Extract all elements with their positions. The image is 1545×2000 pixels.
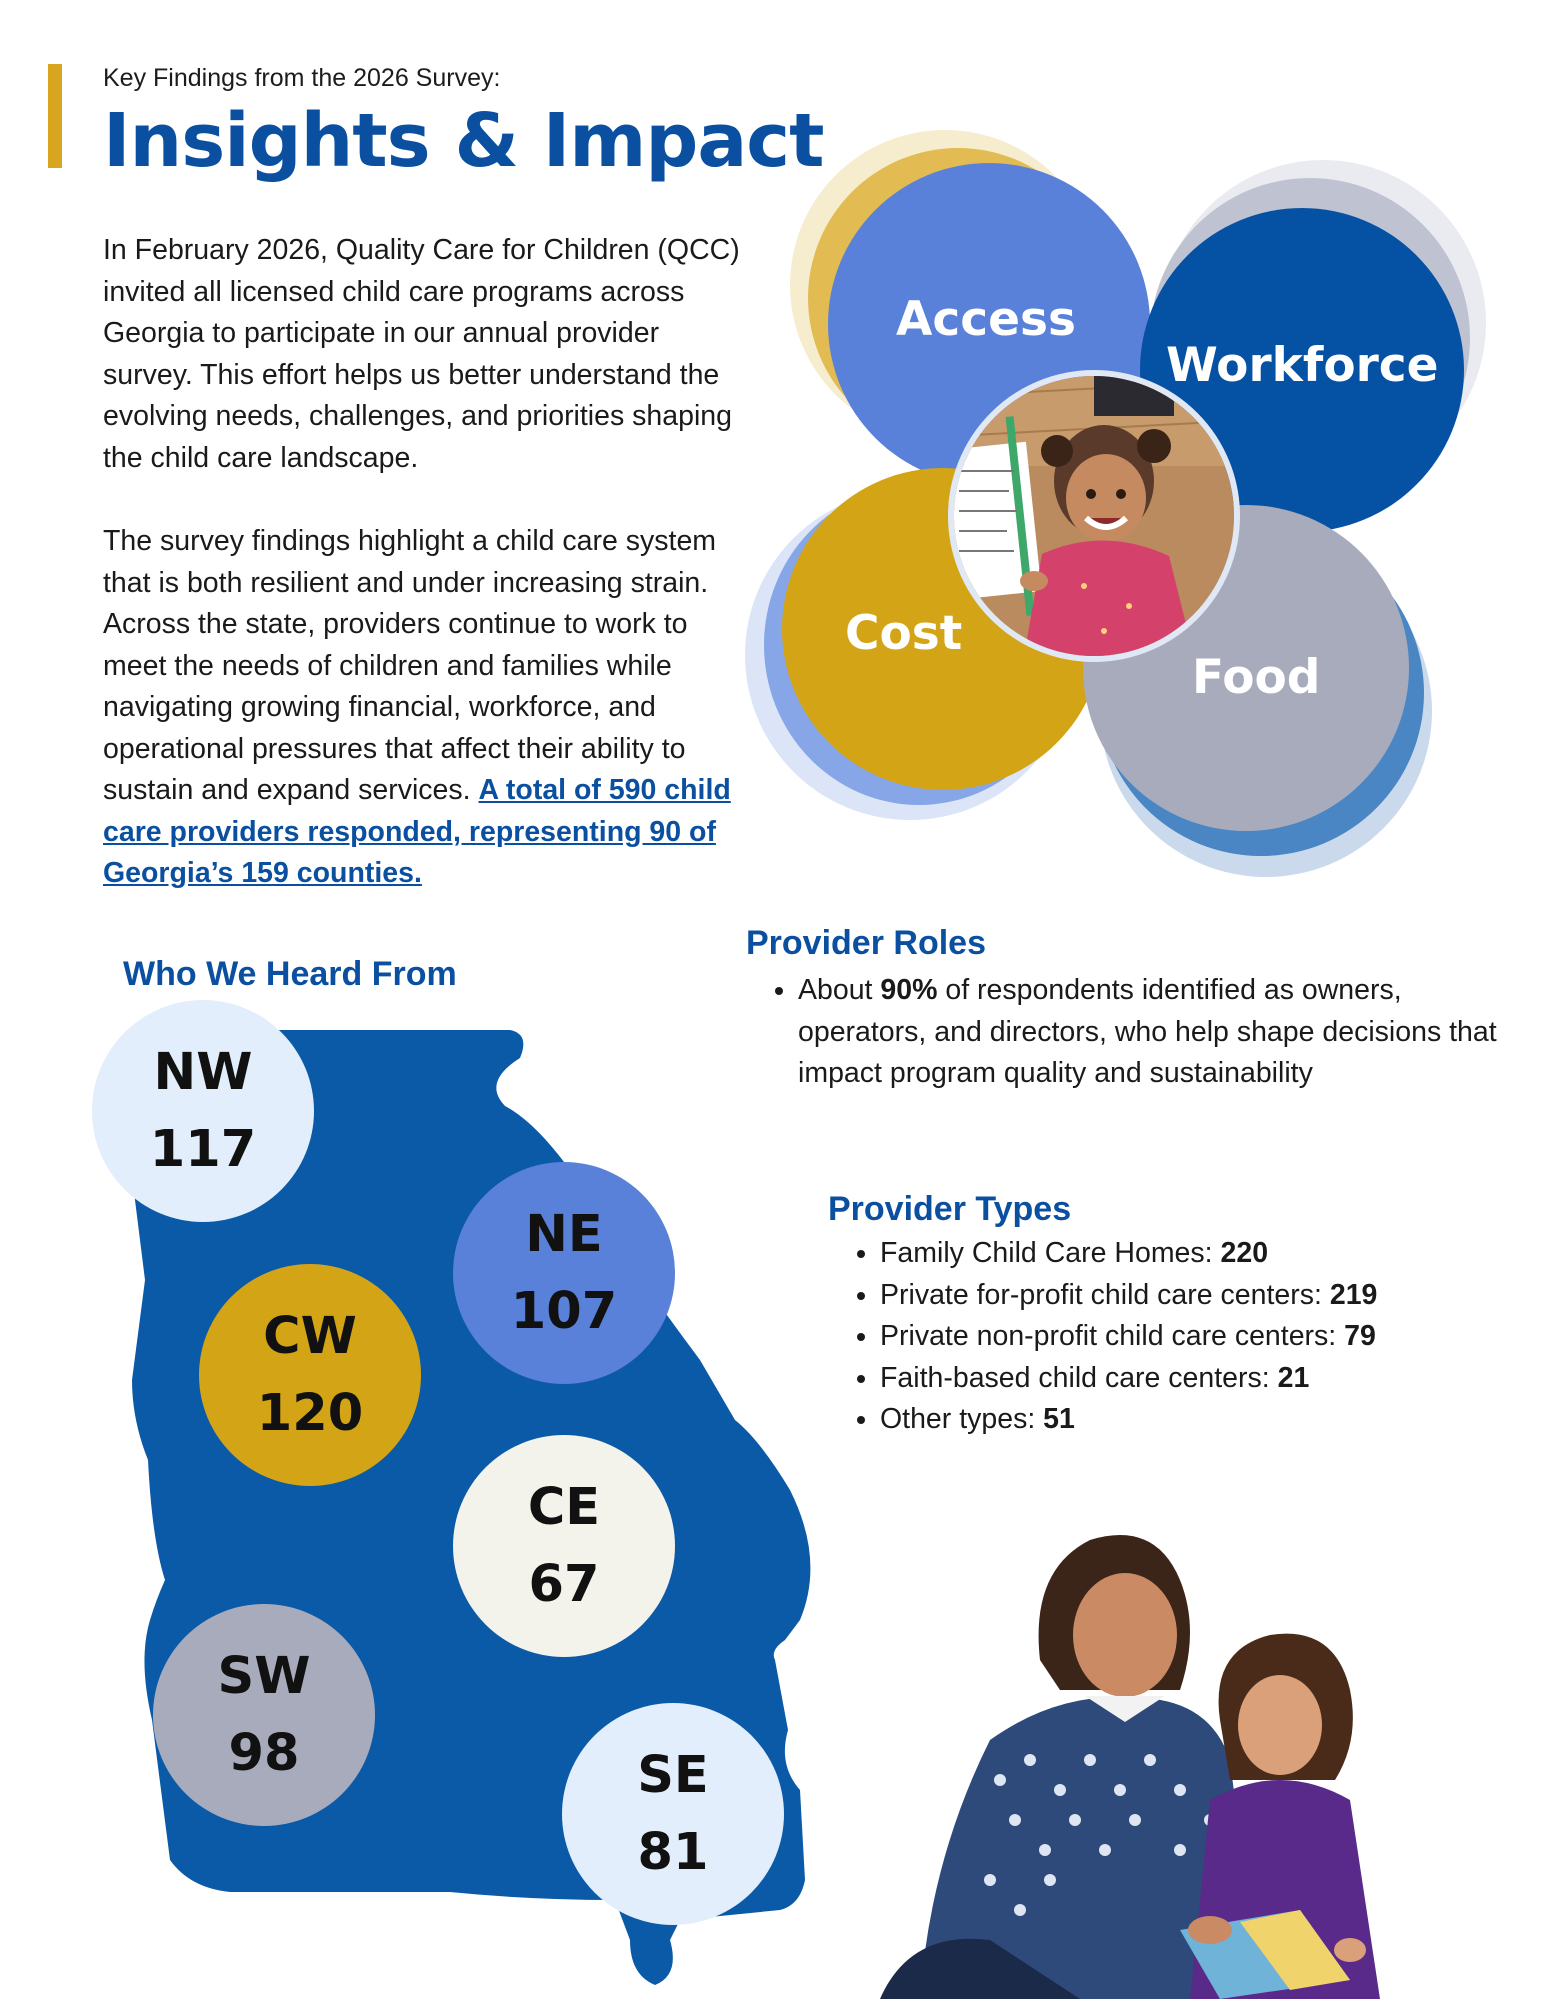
provider-roles-list <box>746 970 1508 1095</box>
region-ce <box>453 1435 675 1657</box>
provider-types-heading: Provider Types <box>828 1190 1072 1228</box>
access-label: Access <box>896 292 1076 347</box>
accent-bar <box>48 64 62 168</box>
provider-type-label: Family Child Care Homes: <box>880 1237 1221 1269</box>
intro-paragraph-2-text: The survey findings highlight a child care system that is both resilient and under increasing strain. Across the state, providers continue to work to meet the needs of children and families while navigating growing financial, workforce, and operational pressures that affect their ability to sustain and expand services. <box>103 525 717 806</box>
provider-types-list <box>828 1233 1545 1441</box>
roles-post: of respondents identified as owners, operators, and directors, who help shape decisions that impact program quality and sustainability <box>798 974 1497 1089</box>
region-sw-count: 98 <box>228 1724 300 1783</box>
provider-type-label: Other types: <box>880 1403 1044 1435</box>
responses-link[interactable]: A total of 590 child care providers responded, representing 90 of Georgia’s 159 counties. <box>103 774 731 889</box>
provider-type-value: 220 <box>1220 1237 1269 1269</box>
food-label: Food <box>1192 650 1321 705</box>
teacher-child-reading-photo <box>880 1460 1480 1999</box>
region-cw <box>199 1264 421 1486</box>
page-title: Insights & Impact <box>103 98 824 184</box>
provider-type-value: 79 <box>1344 1320 1376 1352</box>
region-cw-code: CW <box>263 1307 357 1366</box>
provider-type-item <box>880 1358 1545 1400</box>
provider-type-label: Private for-profit child care centers: <box>880 1278 1330 1311</box>
region-nw-count: 117 <box>149 1120 257 1179</box>
cost-label: Cost <box>845 606 963 661</box>
roles-percent: 90% <box>880 974 938 1006</box>
region-nw-code: NW <box>153 1043 253 1102</box>
provider-type-value: 21 <box>1277 1361 1310 1394</box>
region-ce-count: 67 <box>528 1555 600 1614</box>
region-sw-code: SW <box>217 1647 311 1706</box>
region-ce-code: CE <box>527 1478 601 1537</box>
provider-type-label: Faith-based child care centers: <box>880 1361 1278 1394</box>
child-drawing-illustration <box>954 376 1234 656</box>
region-se-code: SE <box>637 1746 709 1805</box>
provider-type-item <box>880 1316 1545 1358</box>
region-se-count: 81 <box>637 1823 709 1882</box>
provider-roles-heading: Provider Roles <box>746 924 986 962</box>
workforce-label: Workforce <box>1166 338 1439 393</box>
provider-type-item <box>880 1233 1545 1275</box>
kicker: Key Findings from the 2026 Survey: <box>103 64 501 92</box>
region-nw <box>92 1000 314 1222</box>
provider-type-value: 51 <box>1043 1403 1075 1435</box>
provider-type-label: Private non-profit child care centers: <box>880 1320 1345 1352</box>
region-ne-count: 107 <box>510 1282 618 1341</box>
region-ne-code: NE <box>525 1205 603 1264</box>
region-ne <box>453 1162 675 1384</box>
region-se <box>562 1703 784 1925</box>
region-sw <box>153 1604 375 1826</box>
who-heading: Who We Heard From <box>123 955 457 993</box>
provider-roles-item <box>798 970 1508 1095</box>
roles-pre: About <box>798 974 881 1006</box>
intro-paragraph-1: In February 2026, Quality Care for Children (QCC) invited all licensed child care programs across Georgia to participate in our annual provider survey. This effort helps us better understand the evolving needs, challenges, and priorities shaping the child care landscape. <box>103 234 740 474</box>
provider-type-item <box>880 1399 1545 1441</box>
intro-paragraph-2 <box>103 521 753 895</box>
provider-type-item <box>880 1275 1545 1317</box>
intro-text <box>103 230 753 937</box>
provider-type-value: 219 <box>1329 1278 1378 1311</box>
region-cw-count: 120 <box>256 1384 364 1443</box>
child-drawing-photo <box>948 370 1240 662</box>
